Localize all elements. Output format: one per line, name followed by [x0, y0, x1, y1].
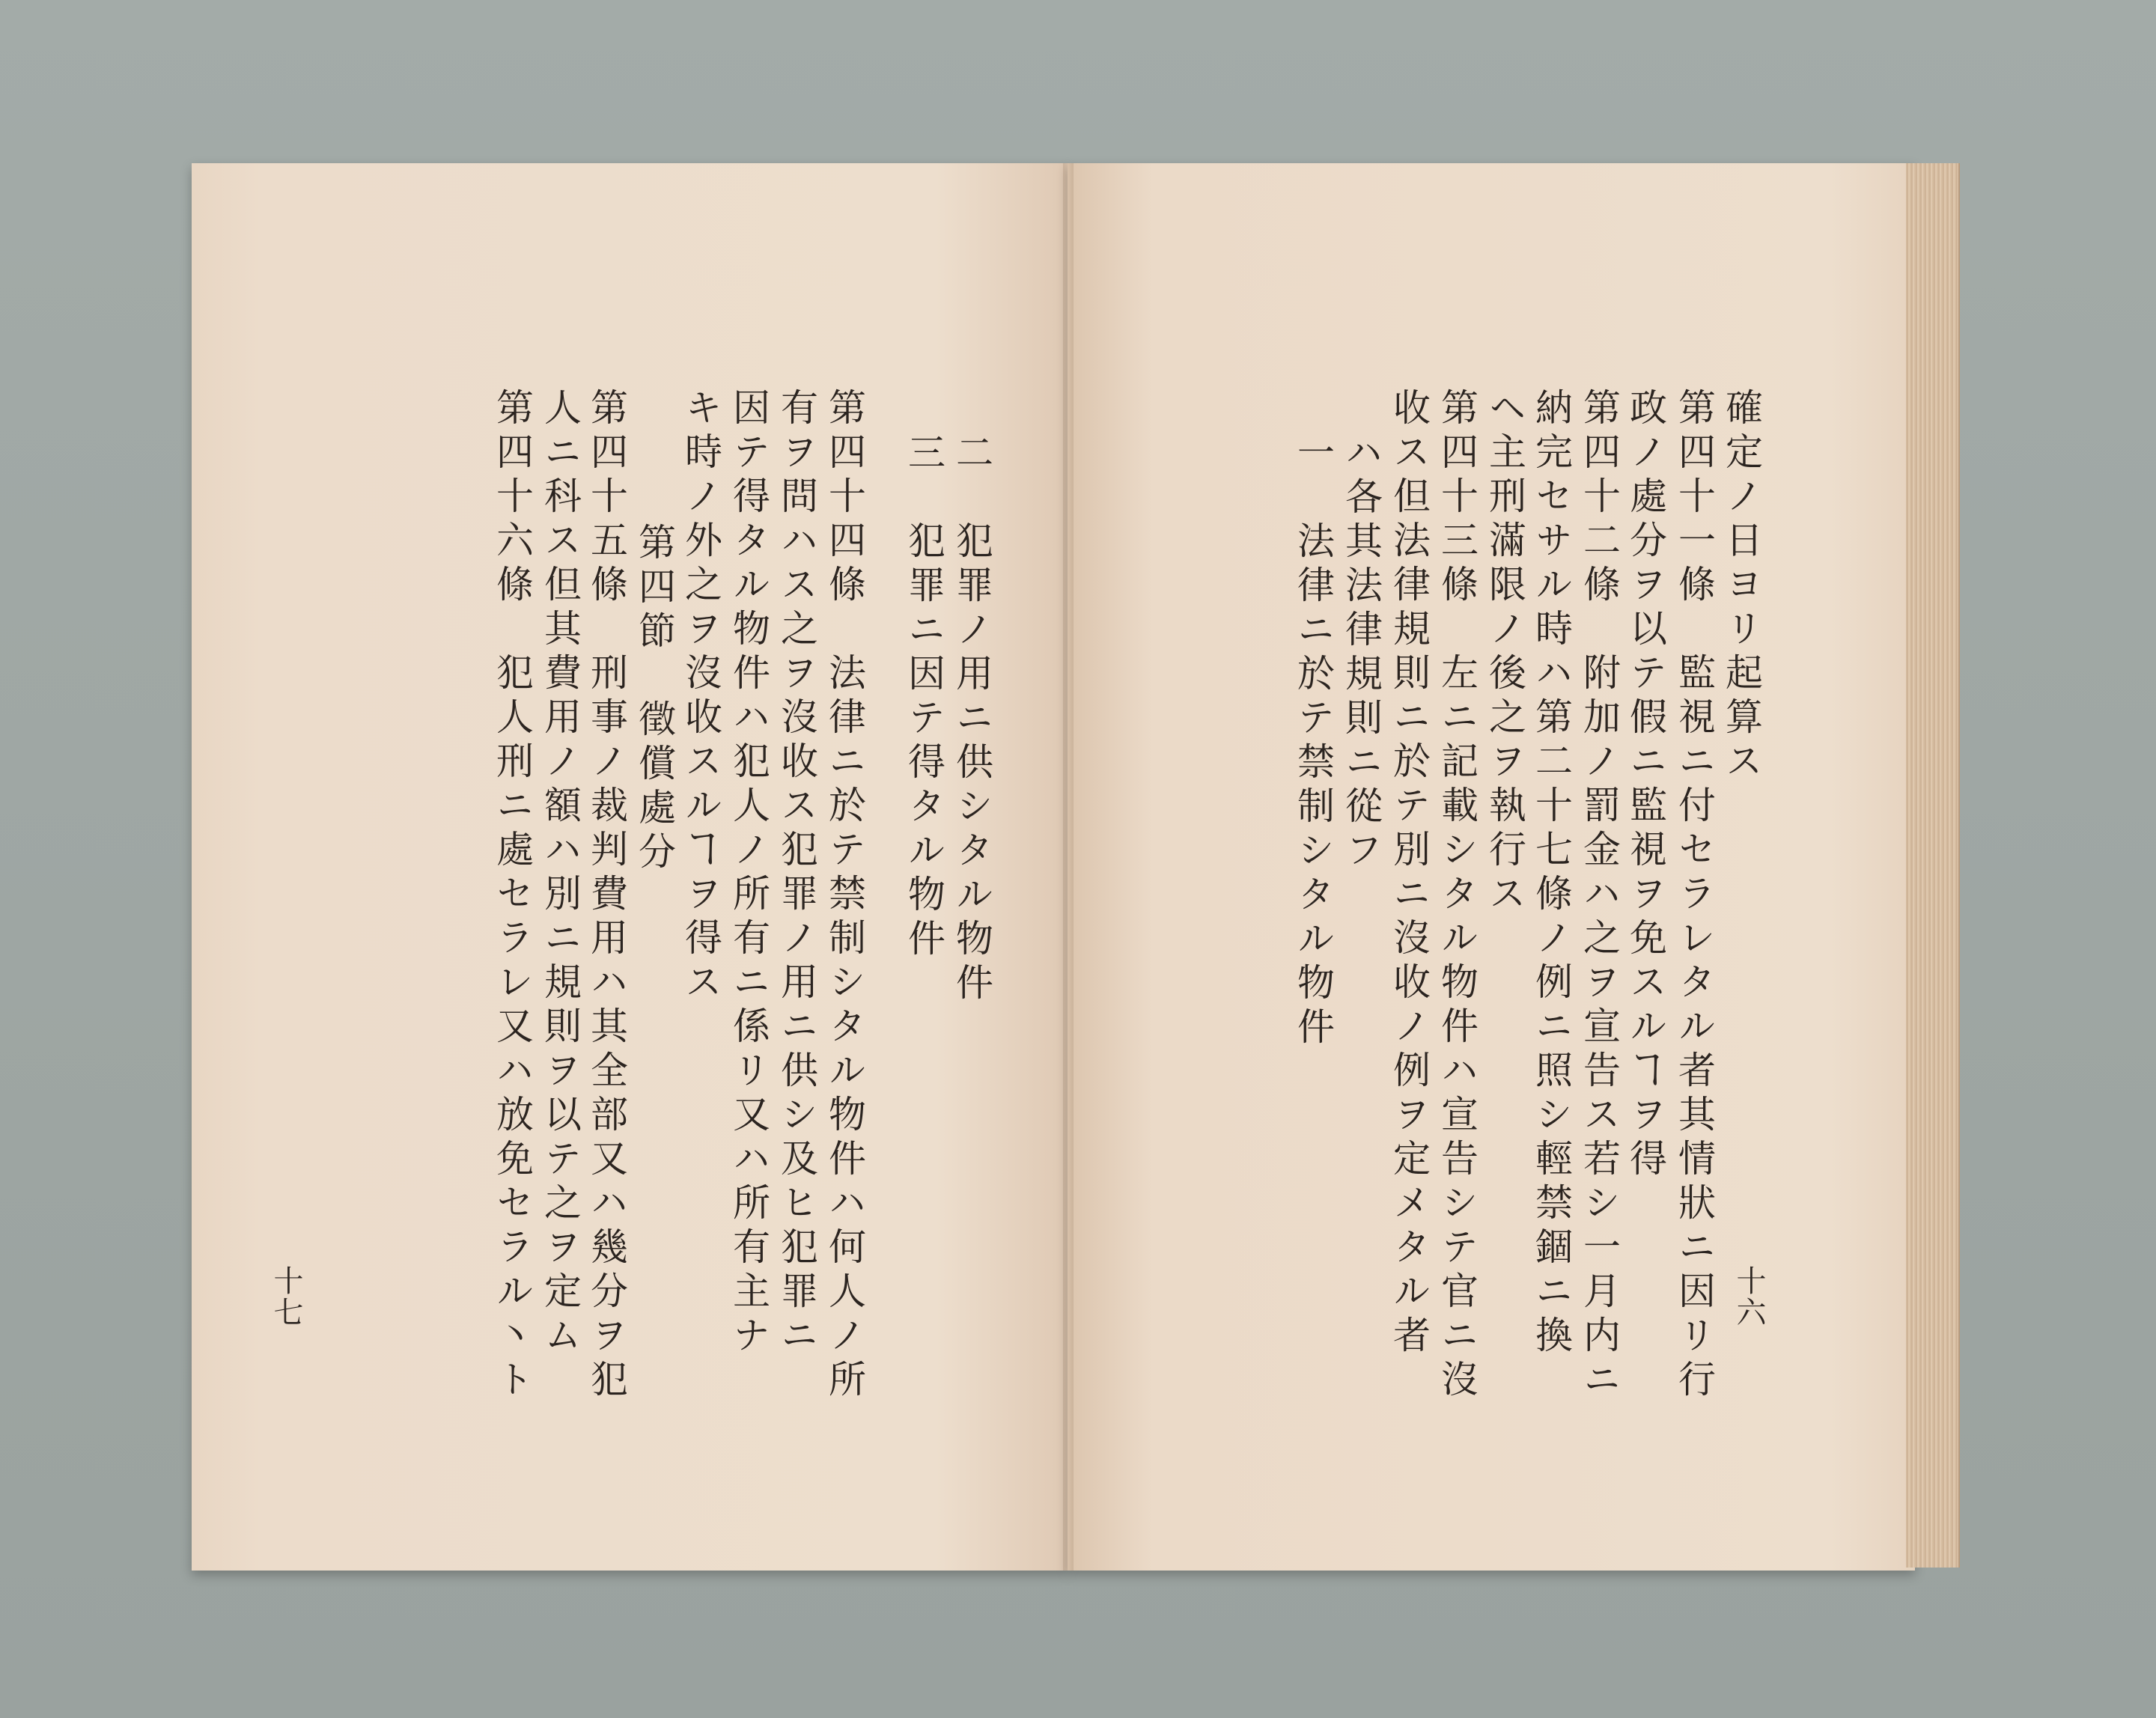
- left-col-3: 第四十四條 法律ニ於テ禁制シタル物件ハ何人ノ所: [823, 388, 866, 1404]
- right-col-3: 政ノ處分ヲ以テ假ニ監視ヲ免スルヿヲ得: [1624, 388, 1667, 1183]
- left-col-6: キ時ノ外之ヲ沒收スルヿヲ得ス: [679, 388, 722, 1006]
- right-col-2: 第四十一條 監視ニ付セラレタル者其情狀ニ因リ行: [1672, 388, 1716, 1404]
- right-page-number: 十六: [1732, 1265, 1766, 1328]
- open-book: [192, 163, 1988, 1580]
- page-edges: [1906, 163, 1960, 1568]
- right-col-8: 收ス但法律規則ニ於テ別ニ沒收ノ例ヲ定メタル者: [1387, 388, 1431, 1359]
- right-col-5: 納完セサル時ハ第二十七條ノ例ニ照シ輕禁錮ニ換: [1529, 388, 1573, 1359]
- left-col-4: 有ヲ問ハス之ヲ沒收ス犯罪ノ用ニ供シ及ヒ犯罪ニ: [775, 388, 818, 1359]
- right-col-9: ハ各其法律規則ニ從フ: [1339, 433, 1383, 874]
- left-col-10: 第四十六條 犯人刑ニ處セラレ又ハ放免セラル丶ト: [490, 388, 534, 1404]
- left-col-8: 第四十五條 刑事ノ裁判費用ハ其全部又ハ幾分ヲ犯: [585, 388, 628, 1404]
- right-col-10: 一 法律ニ於テ禁制シタル物件: [1291, 433, 1335, 1051]
- right-col-6: ヘ主刑滿限ノ後之ヲ執行ス: [1483, 388, 1526, 918]
- left-col-5: 因テ得タル物件ハ犯人ノ所有ニ係リ又ハ所有主ナ: [727, 388, 770, 1359]
- left-col-1: 二 犯罪ノ用ニ供シタル物件: [950, 433, 993, 1007]
- left-col-2: 三 犯罪ニ因テ得タル物件: [902, 433, 945, 963]
- right-col-1: 確定ノ日ヨリ起算ス: [1720, 388, 1763, 785]
- right-col-7: 第四十三條 左ニ記載シタル物件ハ宣告シテ官ニ沒: [1435, 388, 1479, 1404]
- book-gutter: [1063, 163, 1074, 1571]
- left-col-9: 人ニ科ス但其費用ノ額ハ別ニ規則ヲ以テ之ヲ定ム: [538, 388, 582, 1359]
- left-col-7: 第四節 徵償處分: [633, 523, 676, 876]
- left-page-number: 十七: [269, 1265, 303, 1328]
- right-col-4: 第四十二條 附加ノ罰金ハ之ヲ宣告ス若シ一月内ニ: [1577, 388, 1621, 1404]
